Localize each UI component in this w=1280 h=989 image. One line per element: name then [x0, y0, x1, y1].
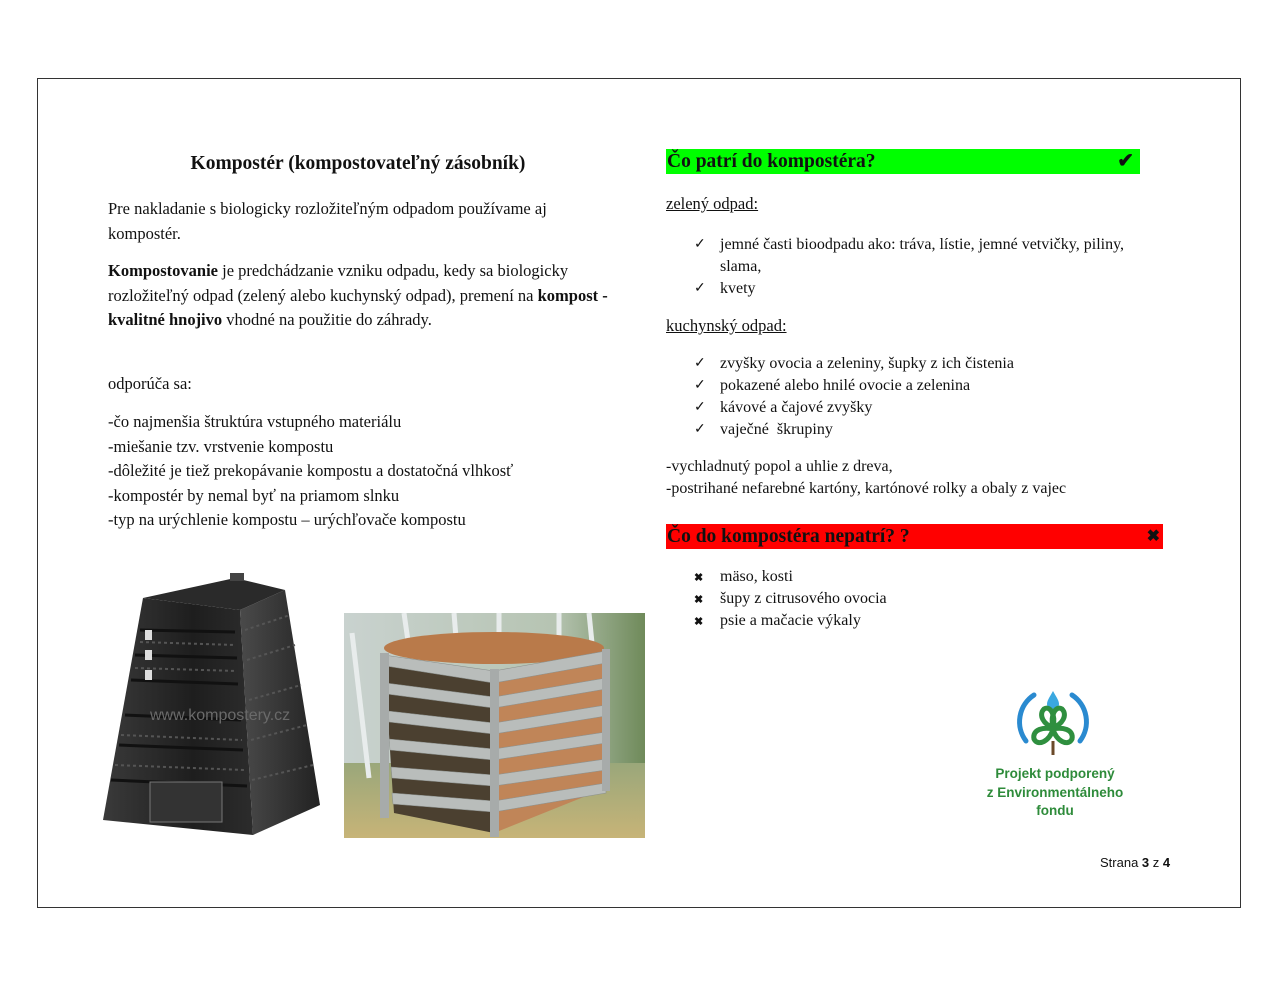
list-item: -typ na urýchlenie kompostu – urýchľovače kompostu: [108, 510, 466, 529]
cross-icon: ✖: [694, 572, 704, 584]
list-item-text: pokazené alebo hnilé ovocie a zelenina: [720, 377, 971, 394]
extra-item: -postrihané nefarebné kartóny, kartónové rolky a obaly z vajec: [666, 480, 1067, 497]
list-item: -dôležité je tiež prekopávanie kompostu a dostatočná vlhkosť: [108, 461, 514, 480]
list-item-text: psie a mačacie výkaly: [720, 612, 861, 629]
image-watermark: www.kompostery.cz: [150, 707, 291, 724]
list-item-text: kvety: [720, 280, 756, 297]
green-waste-label: zelený odpad:: [666, 194, 759, 213]
extra-item: -vychladnutý popol a uhlie z dreva,: [666, 458, 893, 475]
list-item: [694, 419, 1154, 441]
list-item: [694, 566, 1154, 588]
page-current: 3: [1141, 855, 1150, 870]
check-icon: ✓: [694, 422, 706, 437]
page-prefix: Strana: [1100, 855, 1142, 870]
list-item-text: mäso, kosti: [720, 568, 793, 585]
cross-icon: ✖: [694, 616, 704, 628]
check-icon: ✓: [694, 356, 706, 371]
list-item: [694, 610, 1154, 632]
list-item: [694, 375, 1154, 397]
logo-line-2: z Environmentálneho: [986, 784, 1124, 800]
definition-paragraph: [108, 259, 608, 333]
green-waste-list: [694, 234, 1154, 300]
kitchen-waste-label: kuchynský odpad:: [666, 316, 787, 335]
check-icon: ✓: [694, 281, 706, 296]
page-number: [1100, 855, 1170, 870]
list-item-text: vaječné škrupiny: [720, 421, 833, 438]
list-item: [694, 588, 1154, 610]
definition-emphasis: kompost - kvalitné hnojivo: [108, 285, 608, 329]
belongs-heading-bar: [666, 149, 1140, 174]
list-item-text: šupy z citrusového ovocia: [720, 590, 887, 607]
plastic-composter-image: [95, 570, 335, 840]
list-item-text: kávové a čajové zvyšky: [720, 399, 873, 416]
list-item: [694, 278, 1154, 300]
page-sep: z: [1149, 855, 1163, 870]
logo-line-1: Projekt podporený: [995, 766, 1115, 781]
check-icon: ✔: [1117, 150, 1134, 172]
logo-line-3: fondu: [1036, 803, 1074, 818]
belongs-heading: Čo patrí do kompostéra?: [667, 151, 876, 172]
list-item: [694, 234, 1154, 278]
not-belongs-list: [694, 566, 1154, 632]
environmental-fund-logo-icon: [1016, 689, 1090, 759]
list-item-text: jemné časti bioodpadu ako: tráva, lístie, jemné vetvičky, piliny, slama,: [720, 236, 1125, 275]
metal-composter-image: [344, 613, 645, 838]
list-item-text: zvyšky ovocia a zeleniny, šupky z ich čistenia: [720, 355, 1014, 372]
definition-text-1: je predchádzanie vzniku odpadu, kedy sa biologicky rozložiteľný odpad (zelený alebo kuchynský odpad), premení na: [108, 261, 569, 305]
recommendation-list: [108, 410, 513, 533]
list-item: -čo najmenšia štruktúra vstupného materiálu: [108, 412, 402, 431]
not-belongs-heading: Čo do kompostéra nepatrí? ?: [667, 526, 910, 547]
extra-items: [666, 456, 1066, 500]
cross-icon: ✖: [694, 594, 704, 606]
check-icon: ✓: [694, 237, 706, 252]
cross-icon: ✖: [1146, 528, 1160, 545]
list-item: [694, 353, 1154, 375]
definition-term: Kompostovanie: [108, 261, 219, 280]
not-belongs-heading-bar: [666, 524, 1163, 549]
page-total: 4: [1162, 855, 1171, 870]
list-item: -miešanie tzv. vrstvenie kompostu: [108, 436, 334, 456]
page-title: Kompostér (kompostovateľný zásobník): [190, 153, 526, 174]
list-item: -kompostér by nemal byť na priamom slnku: [108, 485, 400, 505]
check-icon: ✓: [694, 378, 706, 393]
list-item: [694, 397, 1154, 419]
check-icon: ✓: [694, 400, 706, 415]
recommend-label: odporúča sa:: [108, 374, 192, 393]
logo-caption: [960, 765, 1150, 821]
kitchen-waste-list: [694, 353, 1154, 441]
definition-text-2: vhodné na použitie do záhrady.: [222, 310, 432, 329]
intro-paragraph: Pre nakladanie s biologicky rozložiteľným odpadom používame aj kompostér.: [108, 199, 547, 243]
